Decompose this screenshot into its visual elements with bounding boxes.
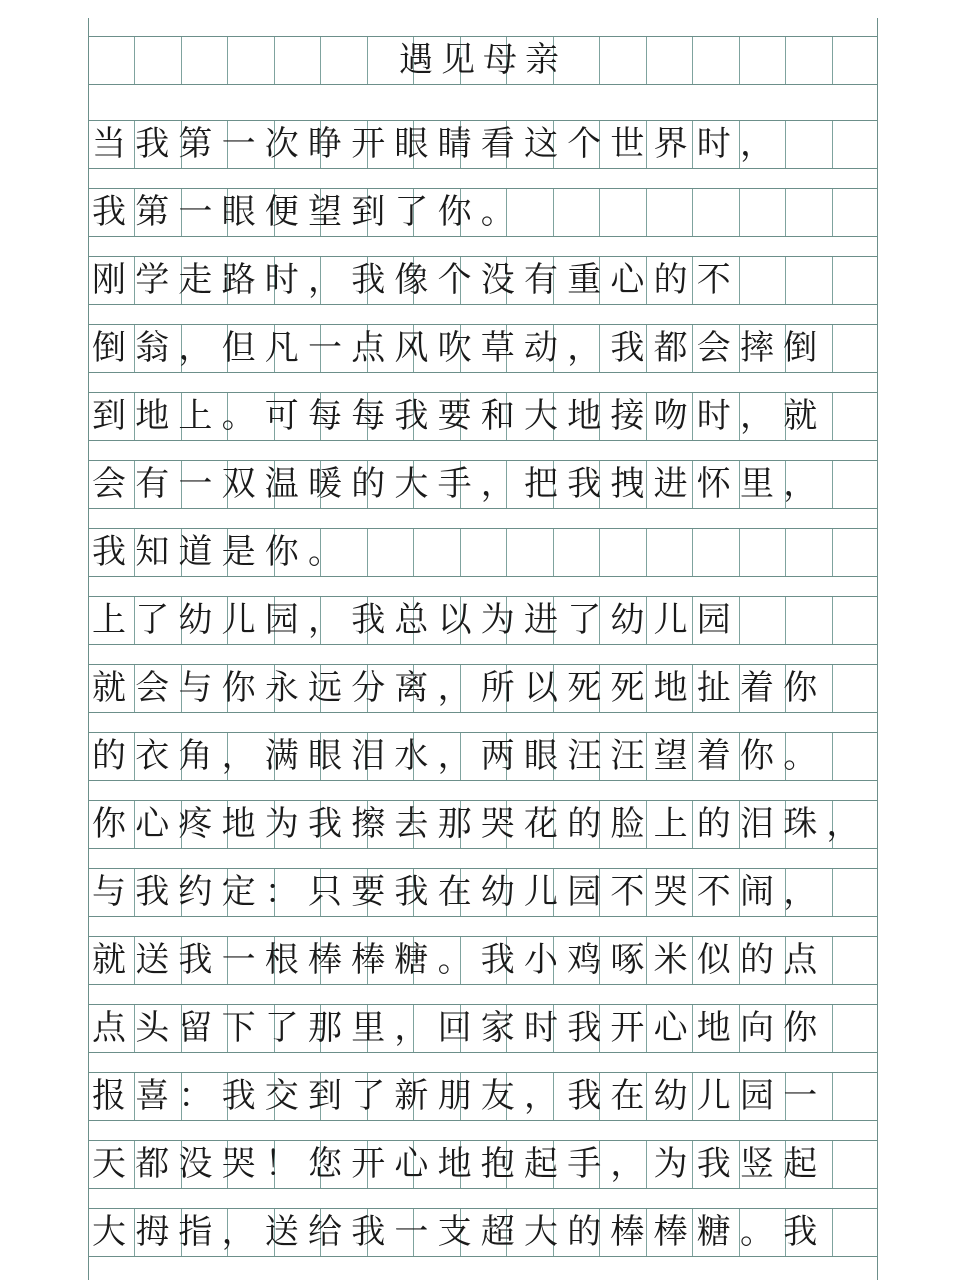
composition-paper (88, 18, 878, 1280)
essay-line: 会有一双温暖的大手，把我拽进怀里， (92, 464, 827, 504)
essay-line: 上了幼儿园，我总以为进了幼儿园 (92, 600, 740, 640)
essay-line: 的衣角，满眼泪水，两眼汪汪望着你。 (92, 736, 827, 776)
essay-line: 倒翁，但凡一点风吹草动，我都会摔倒 (92, 328, 827, 368)
essay-line: 点头留下了那里，回家时我开心地向你 (92, 1008, 827, 1048)
essay-line: 报喜：我交到了新朋友，我在幼儿园一 (92, 1076, 827, 1116)
paper-left-edge (88, 18, 89, 1280)
essay-line: 就会与你永远分离，所以死死地扯着你 (92, 668, 827, 708)
essay-line: 当我第一次睁开眼睛看这个世界时， (92, 124, 784, 164)
essay-line: 你心疼地为我擦去那哭花的脸上的泪珠， (92, 804, 870, 844)
essay-line: 刚学走路时，我像个没有重心的不 (92, 260, 740, 300)
essay-title: 遇见母亲 (399, 40, 567, 80)
essay-line: 到地上。可每每我要和大地接吻时，就 (92, 396, 827, 436)
essay-line: 天都没哭！您开心地抱起手，为我竖起 (92, 1144, 827, 1184)
essay-line: 与我约定：只要我在幼儿园不哭不闹， (92, 872, 827, 912)
essay-line: 大拇指，送给我一支超大的棒棒糖。我 (92, 1212, 827, 1252)
essay-line: 我知道是你。 (92, 532, 352, 572)
essay-line: 就送我一根棒棒糖。我小鸡啄米似的点 (92, 940, 827, 980)
essay-line: 我第一眼便望到了你。 (92, 192, 524, 232)
